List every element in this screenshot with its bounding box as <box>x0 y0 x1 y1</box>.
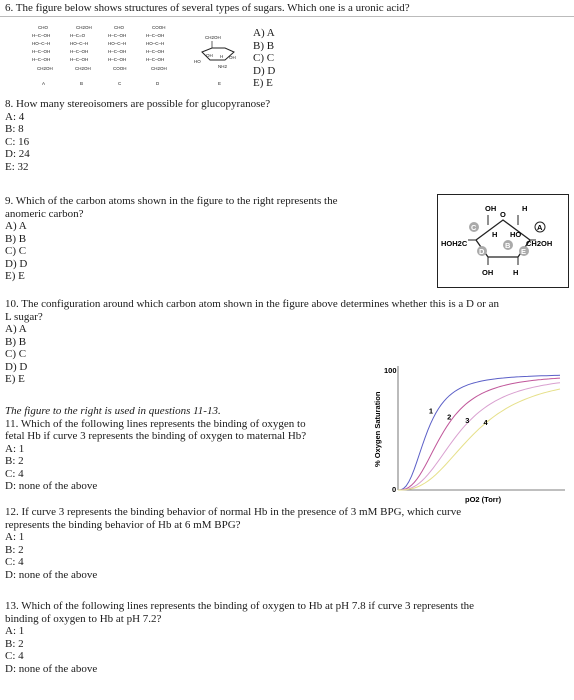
q11 <box>5 405 306 493</box>
option-c[interactable]: C) C <box>253 52 275 64</box>
fischer-row: H–C–OH <box>146 33 165 38</box>
option-d[interactable]: D) D <box>5 360 28 373</box>
option-a[interactable]: A: 4 <box>5 110 25 123</box>
option-b[interactable]: B: 2 <box>5 455 24 467</box>
q9-title-line2: anomeric carbon? <box>5 207 84 220</box>
fischer-row: HO–C–H <box>70 41 89 46</box>
option-c[interactable]: C: 16 <box>5 135 30 148</box>
q10-title-line1: 10. The configuration around which carbon atom shown in the figure above determines whether this is a D or an <box>5 298 500 310</box>
y-tick-0: 0 <box>392 485 397 494</box>
ring-ch2oh: CH2OH <box>205 35 221 40</box>
fischer-top: CH2OH <box>76 25 92 30</box>
option-c[interactable]: C: 4 <box>5 556 24 568</box>
q13-title-line2: binding of oxygen to Hb at pH 7.2? <box>5 612 162 625</box>
curve-3 <box>398 383 560 490</box>
option-a[interactable]: A) A <box>5 220 27 232</box>
fischer-row: HO–C–H <box>146 41 165 46</box>
ring-oh1: OH <box>206 53 213 58</box>
fischer-structure-4 <box>146 25 167 71</box>
option-b[interactable]: B: 2 <box>5 543 24 556</box>
label-e: E <box>521 247 527 256</box>
q13-title-line1: 13. Which of the following lines represents the binding of oxygen to Hb at pH 7.8 if curve 3 represents the <box>5 600 475 612</box>
structure-e-ring <box>194 35 236 69</box>
option-d[interactable]: D: 24 <box>5 148 30 160</box>
fischer-row: H–C–OH <box>70 57 89 62</box>
label-a: A <box>537 223 543 232</box>
option-c[interactable]: C: 4 <box>5 650 24 662</box>
ring-h: H <box>220 54 224 59</box>
fischer-structure-1 <box>32 25 53 71</box>
label-d: D <box>479 247 485 256</box>
option-a[interactable]: A: 1 <box>5 442 25 455</box>
structure-label-c: C <box>118 81 122 86</box>
label-h-mid: H <box>492 230 498 239</box>
fischer-row: H–C–OH <box>108 33 127 38</box>
structure-label-a: A <box>42 81 46 86</box>
q12 <box>5 506 461 581</box>
q11-title-line2: fetal Hb if curve 3 represents the binding of oxygen to maternal Hb? <box>5 430 307 442</box>
x-axis-label: pO2 (Torr) <box>465 495 502 504</box>
option-e[interactable]: E) E <box>5 373 25 385</box>
q11-title-line1: 11. Which of the following lines represents the binding of oxygen to <box>5 417 306 430</box>
label-ho: HO <box>510 230 522 239</box>
ring-oh2: OH <box>229 55 236 60</box>
y-axis-label: % Oxygen Saturation <box>373 391 382 467</box>
curve-label-4: 4 <box>483 418 488 428</box>
label-oh-top: OH <box>485 204 497 213</box>
ring-nh2: NH2 <box>218 64 228 69</box>
structure-label-b: B <box>80 81 84 86</box>
option-b[interactable]: B) B <box>5 335 27 348</box>
option-a[interactable]: A: 1 <box>5 531 25 543</box>
fischer-row: H–C–OH <box>32 57 51 62</box>
ring-ho: HO <box>194 59 201 64</box>
q6-options <box>253 27 275 90</box>
fischer-top: CHO <box>114 25 124 30</box>
q11-intro: The figure to the right is used in questions 11-13. <box>5 405 221 417</box>
q6-sugar-structures-figure <box>30 22 250 92</box>
q9 <box>5 195 337 283</box>
fischer-bottom: CH2OH <box>37 66 53 71</box>
structure-label-d: D <box>156 81 160 86</box>
option-c[interactable]: C) C <box>5 348 27 360</box>
fischer-bottom: CH2OH <box>75 66 91 71</box>
q8-title: 8. How many stereoisomers are possible for glucopyranose? <box>5 98 271 110</box>
fischer-row: HO–C–H <box>32 41 51 46</box>
option-e[interactable]: E) E <box>5 270 25 282</box>
q12-title-line1: 12. If curve 3 represents the binding behavior of normal Hb in the presence of 3 mM BPG, which curve <box>5 506 462 518</box>
curve-1 <box>398 375 560 490</box>
fischer-row: HO–C–H <box>108 41 127 46</box>
fischer-row: H–C–OH <box>32 49 51 54</box>
option-d[interactable]: D) D <box>253 64 276 77</box>
fischer-row: H–C–OH <box>108 57 127 62</box>
option-d[interactable]: D: none of the above <box>5 568 98 581</box>
option-d[interactable]: D: none of the above <box>5 662 98 675</box>
label-b: B <box>505 241 511 250</box>
fischer-row: H–C–OH <box>146 49 165 54</box>
fischer-top: COOH <box>152 25 166 30</box>
option-c[interactable]: C) C <box>5 245 27 257</box>
curve-4 <box>398 389 560 490</box>
oxygen-binding-chart <box>365 362 570 504</box>
option-e[interactable]: E: 32 <box>5 160 29 173</box>
option-b[interactable]: B: 8 <box>5 123 24 135</box>
fischer-row: H–C–OH <box>108 49 127 54</box>
fischer-row: H–C=O <box>70 33 86 38</box>
label-hoh2c: HOH2C <box>441 239 468 248</box>
fischer-row: H–C–OH <box>70 49 89 54</box>
fischer-top: CHO <box>38 25 48 30</box>
structure-label-e: E <box>218 81 222 86</box>
option-e[interactable]: E) E <box>253 77 273 89</box>
fischer-row: H–C–OH <box>146 57 165 62</box>
option-b[interactable]: B: 2 <box>5 637 24 650</box>
label-h-top: H <box>522 204 528 213</box>
q12-title-line2: represents the binding behavior of Hb at 6 mM BPG? <box>5 518 241 531</box>
option-d[interactable]: D: none of the above <box>5 480 98 492</box>
curve-label-2: 2 <box>447 412 452 422</box>
q9-title-line1: 9. Which of the carbon atoms shown in the figure to the right represents the <box>5 195 338 207</box>
option-b[interactable]: B) B <box>5 232 27 245</box>
option-d[interactable]: D) D <box>5 257 28 270</box>
fischer-row: H–C–OH <box>32 33 51 38</box>
option-a[interactable]: A: 1 <box>5 625 25 637</box>
fischer-structure-2 <box>70 25 92 71</box>
fischer-bottom: COOH <box>113 66 127 71</box>
fischer-structure-3 <box>108 25 127 71</box>
q6-title: 6. The figure below shows structures of several types of sugars. Which one is a uronic acid? <box>5 2 410 14</box>
divider <box>0 16 574 17</box>
curve-label-3: 3 <box>465 416 470 426</box>
y-tick-100: 100 <box>384 366 397 375</box>
q8 <box>5 98 270 173</box>
label-o: O <box>500 210 506 219</box>
label-oh-bottom: OH <box>482 268 494 277</box>
q13 <box>5 600 474 675</box>
furanose-structure <box>438 195 568 287</box>
fischer-bottom: CH2OH <box>151 66 167 71</box>
option-b[interactable]: B) B <box>253 39 275 52</box>
option-a[interactable]: A) A <box>5 323 27 335</box>
curve-label-1: 1 <box>428 406 434 416</box>
option-a[interactable]: A) A <box>253 27 275 39</box>
q9-furanose-figure <box>437 194 569 288</box>
option-c[interactable]: C: 4 <box>5 467 24 480</box>
label-c: C <box>471 223 477 232</box>
label-ch2oh: CH2OH <box>526 239 553 248</box>
label-h-bottom: H <box>513 268 519 277</box>
q10-title-line2: L sugar? <box>5 310 43 323</box>
